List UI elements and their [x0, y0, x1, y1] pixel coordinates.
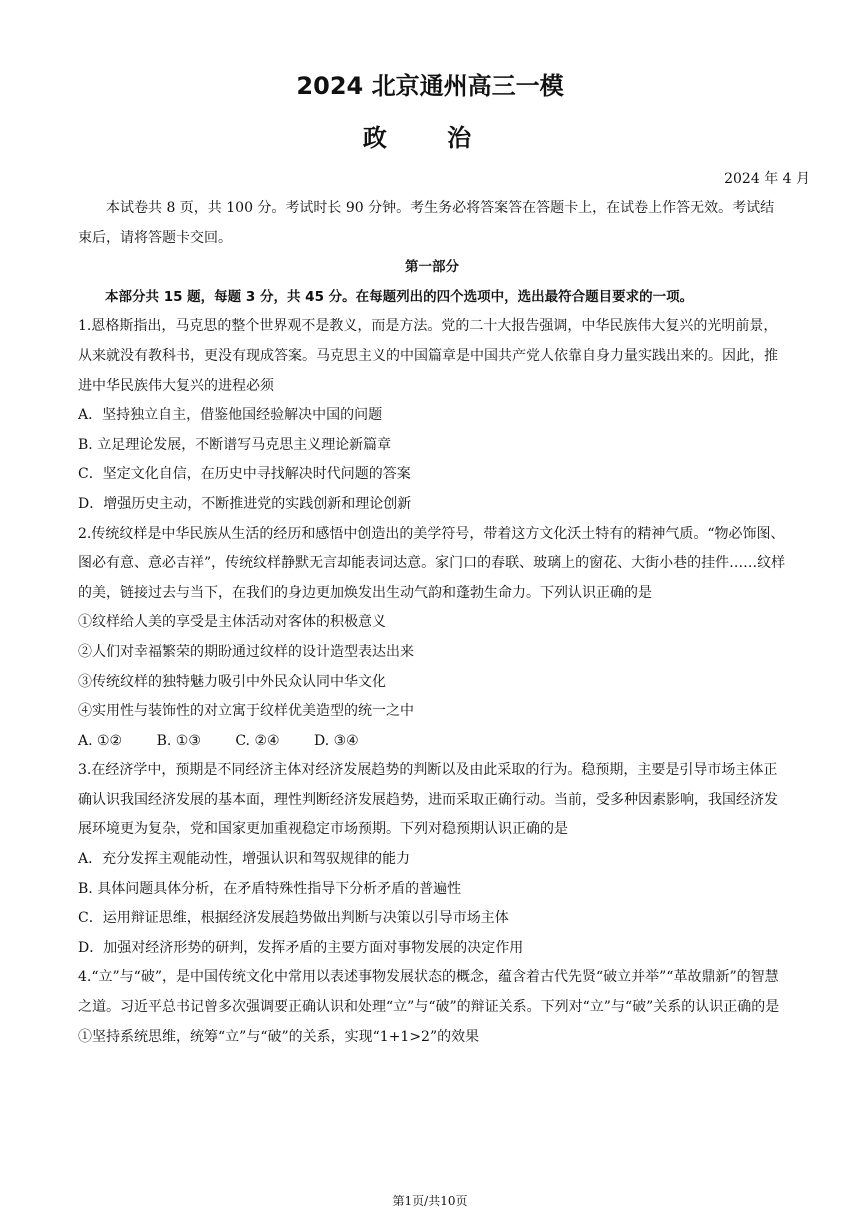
question-3-option-d: D．加强对经济形势的研判，发挥矛盾的主要方面对事物发展的决定作用 — [78, 939, 524, 956]
question-2-statement-2: ②人们对幸福繁荣的期盼通过纹样的设计造型表达出来 — [78, 643, 414, 660]
question-4-statement-1: ①坚持系统思维，统筹“立”与“破”的关系，实现“1+1>2”的效果 — [78, 1028, 480, 1045]
question-1-option-a: A．坚持独立自主，借鉴他国经验解决中国的问题 — [78, 407, 383, 424]
intro-paragraph: 本试卷共 8 页，共 100 分。考试时长 90 分钟。考生务必将答案答在答题卡上，在试卷上作答无效。考试结束后，请将答题卡交回。 — [78, 200, 775, 246]
part-instructions: 本部分共 15 题，每题 3 分，共 45 分。在每题列出的四个选项中，选出最符合题目要求的一项。 — [105, 288, 694, 305]
question-3-option-c: C．运用辩证思维，根据经济发展趋势做出判断与决策以引导市场主体 — [78, 910, 509, 927]
question-3-option-b: B. 具体问题具体分析，在矛盾特殊性指导下分析矛盾的普遍性 — [78, 880, 462, 897]
question-2-statement-1: ①纹样给人美的享受是主体活动对客体的积极意义 — [78, 614, 386, 631]
part-heading: 第一部分 — [405, 259, 459, 276]
page-footer: 第1页/共10页 — [392, 1194, 468, 1208]
question-2-choices — [78, 727, 786, 757]
question-1-option-c: C．坚定文化自信，在历史中寻找解决时代问题的答案 — [78, 466, 411, 483]
exam-content — [78, 194, 786, 1052]
question-2-choice-b: B. ①③ — [156, 732, 201, 749]
question-2-stem: 2.传统纹样是中华民族从生活的经历和感悟中创造出的美学符号，带着这方文化沃土特有的精神气质。“物必饰图、图必有意、意必吉祥”，传统纹样静默无言却能表词达意。家门口的春联、玻璃上的窗花、大街小巷的挂件……纹样的美，链接过去与当下，在我们的身边更加焕发出生动气韵和蓬勃生命力。下列认识正确的是 — [78, 525, 786, 601]
subject-title: 政 治 — [362, 124, 498, 152]
question-3-option-a: A．充分发挥主观能动性，增强认识和驾驭规律的能力 — [78, 851, 411, 868]
question-2-choice-d: D. ③④ — [314, 732, 359, 749]
question-4-stem: 4.“立”与“破”，是中国传统文化中常用以表述事物发展状态的概念，蕴含着古代先贤“破立并举”“革故鼎新”的智慧之道。习近平总书记曾多次强调要正确认识和处理“立”与“破”的辩证关系。下列对“立”与“破”关系的认识正确的是 — [78, 969, 780, 1016]
exam-date: 2024 年 4 月 — [724, 171, 810, 187]
question-2-statement-4: ④实用性与装饰性的对立寓于纹样优美造型的统一之中 — [78, 703, 414, 720]
question-2-statement-3: ③传统纹样的独特魅力吸引中外民众认同中华文化 — [78, 673, 386, 690]
exam-title: 2024 北京通州高三一模 — [296, 72, 564, 100]
question-1-option-d: D．增强历史主动，不断推进党的实践创新和理论创新 — [78, 495, 412, 512]
question-2-choice-a: A. ①② — [78, 732, 123, 749]
question-2-choice-c: C. ②④ — [235, 732, 280, 749]
question-3-stem: 3.在经济学中，预期是不同经济主体对经济发展趋势的判断以及由此采取的行为。稳预期，主要是引导市场主体正确认识我国经济发展的基本面，理性判断经济发展趋势，进而采取正确行动。当前，受多种因素影响，我国经济发展环境更为复杂，党和国家更加重视稳定市场预期。下列对稳预期认识正确的是 — [78, 762, 778, 838]
question-1-option-b: B. 立足理论发展，不断谱写马克思主义理论新篇章 — [78, 436, 392, 453]
question-1-stem: 1.恩格斯指出，马克思的整个世界观不是教义，而是方法。党的二十大报告强调，中华民族伟大复兴的光明前景，从来就没有教科书，更没有现成答案。马克思主义的中国篇章是中国共产党人依靠自身力量实践出来的。因此，推进中华民族伟大复兴的进程必须 — [78, 318, 778, 394]
